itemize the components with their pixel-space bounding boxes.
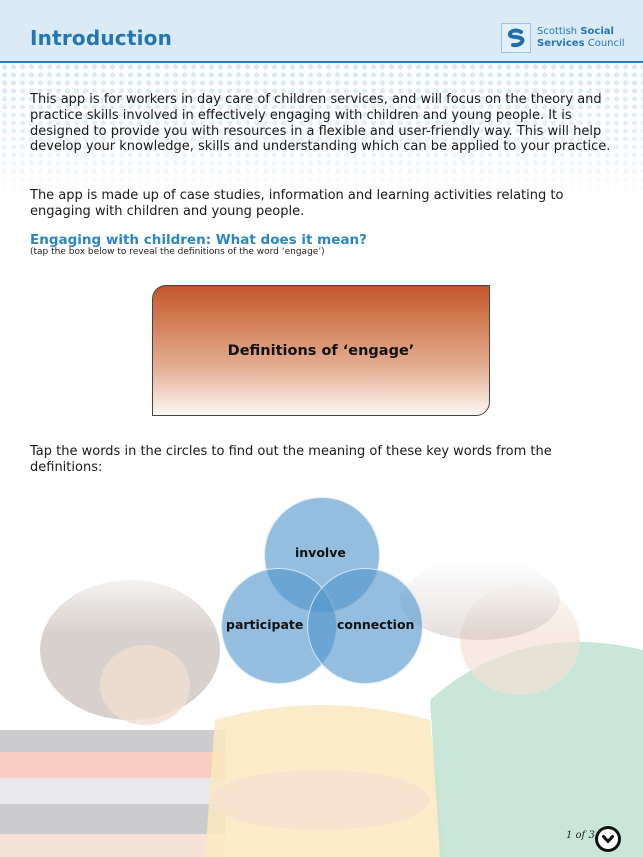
page-title: Introduction: [30, 26, 173, 50]
circles-instruction: Tap the words in the circles to find out the meaning of these key words from the definitions:: [30, 444, 552, 475]
word-participate[interactable]: participate: [226, 617, 304, 632]
word-involve[interactable]: involve: [295, 545, 346, 560]
definitions-box-label: Definitions of ‘engage’: [227, 342, 415, 359]
logo-word: Social: [580, 26, 614, 37]
next-page-button[interactable]: [595, 826, 621, 852]
intro-paragraph-1: This app is for workers in day care of children services, and will focus on the theory and practice skills involved in effectively engaging with children and young people. It is designed to provide you with resources in a flexible and user-friendly way. This will help develop your knowledge, skills and understanding which can be applied to your practice.: [30, 92, 611, 155]
section-heading: Engaging with children: What does it mean?: [30, 232, 367, 248]
logo-word: Services: [537, 38, 585, 49]
section-note: (tap the box below to reveal the definitions of the word ‘engage’): [30, 247, 325, 257]
word-connection[interactable]: connection: [337, 617, 415, 632]
page-indicator: 1 of 3: [566, 830, 595, 841]
logo-word: Council: [587, 38, 625, 49]
intro-paragraph-2: The app is made up of case studies, information and learning activities relating to engaging with children and young people.: [30, 188, 564, 219]
logo-word: Scottish: [537, 26, 578, 37]
header-bar: [0, 0, 643, 63]
logo-text: [537, 26, 625, 50]
definitions-reveal-box[interactable]: [152, 285, 490, 416]
sssc-logo: [501, 23, 625, 53]
sssc-swirl-icon: [501, 23, 531, 53]
chevron-down-circle-icon: [598, 829, 618, 849]
